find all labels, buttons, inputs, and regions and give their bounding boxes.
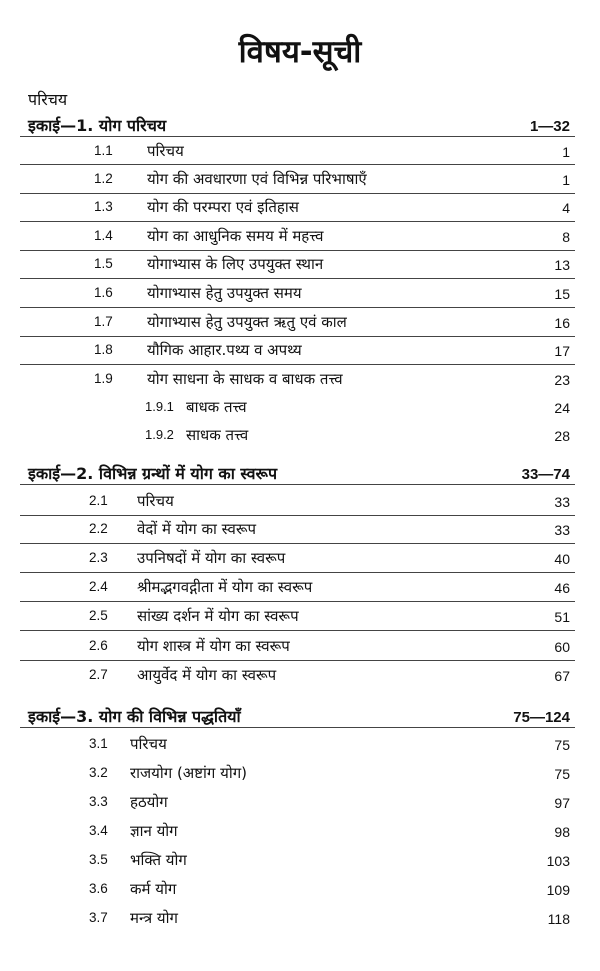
entry-number: 2.3 <box>89 550 108 565</box>
toc-entry <box>0 169 570 193</box>
page-title: विषय-सूची <box>238 34 362 70</box>
entry-title: यौगिक आहार.पथ्य व अपथ्य <box>147 341 302 359</box>
unit-heading <box>28 705 570 727</box>
entry-number: 2.5 <box>89 608 108 623</box>
entry-number: 1.4 <box>94 228 113 243</box>
unit-page-range: 75—124 <box>513 709 570 726</box>
entry-title: योग की परम्परा एवं इतिहास <box>147 198 299 216</box>
entry-divider <box>20 164 575 165</box>
toc-entry <box>0 312 570 336</box>
toc-entry <box>0 850 570 874</box>
entry-page: 1 <box>562 144 570 160</box>
entry-title: योगाभ्यास के लिए उपयुक्त स्थान <box>147 255 324 273</box>
unit-page-range: 33—74 <box>521 466 570 483</box>
entry-number: 1.5 <box>94 256 113 271</box>
entry-title: राजयोग (अष्टांग योग) <box>130 764 248 782</box>
unit-page-range: 1—32 <box>529 118 570 135</box>
entry-title: योगाभ्यास हेतु उपयुक्त ऋतु एवं काल <box>147 313 347 331</box>
entry-title: श्रीमद्भगवद्गीता में योग का स्वरूप <box>137 578 313 596</box>
entry-page: 46 <box>554 580 570 596</box>
entry-number: 3.2 <box>89 765 108 780</box>
entry-number: 1.2 <box>94 171 113 186</box>
entry-title: भक्ति योग <box>130 851 187 869</box>
toc-entry <box>0 665 570 689</box>
entry-number: 2.4 <box>89 579 108 594</box>
entry-title: योग साधना के साधक व बाधक तत्त्व <box>147 370 343 388</box>
entry-page: 51 <box>554 609 570 625</box>
unit-title: इकाई—1. योग परिचय <box>28 116 167 135</box>
entry-page: 1 <box>562 172 570 188</box>
entry-divider <box>20 660 575 661</box>
entry-title: योग शास्त्र में योग का स्वरूप <box>137 637 290 655</box>
entry-title: आयुर्वेद में योग का स्वरूप <box>137 666 277 684</box>
entry-title: साधक तत्त्व <box>186 426 249 444</box>
entry-divider <box>20 193 575 194</box>
toc-entry <box>0 548 570 572</box>
entry-page: 28 <box>554 428 570 444</box>
entry-divider <box>20 515 575 516</box>
entry-page: 15 <box>554 286 570 302</box>
entry-number: 2.7 <box>89 667 108 682</box>
section-divider <box>20 484 575 485</box>
entry-page: 98 <box>554 824 570 840</box>
toc-entry <box>0 254 570 278</box>
entry-number: 3.4 <box>89 823 108 838</box>
entry-divider <box>20 221 575 222</box>
entry-title: हठयोग <box>130 793 168 811</box>
toc-entry <box>0 491 570 515</box>
entry-title: ज्ञान योग <box>130 822 178 840</box>
entry-page: 109 <box>546 882 570 898</box>
entry-number: 1.3 <box>94 199 113 214</box>
entry-number: 1.6 <box>94 285 113 300</box>
toc-entry <box>0 141 570 165</box>
toc-entry <box>0 369 570 393</box>
entry-page: 23 <box>554 372 570 388</box>
toc-entry <box>0 879 570 903</box>
entry-number: 2.1 <box>89 493 108 508</box>
entry-page: 13 <box>554 257 570 273</box>
entry-number: 1.1 <box>94 143 113 158</box>
entry-divider <box>20 364 575 365</box>
entry-title: उपनिषदों में योग का स्वरूप <box>137 549 286 567</box>
toc-entry <box>0 792 570 816</box>
entry-number: 3.5 <box>89 852 108 867</box>
entry-number: 1.7 <box>94 314 113 329</box>
entry-page: 97 <box>554 795 570 811</box>
entry-number: 3.3 <box>89 794 108 809</box>
toc-entry <box>0 636 570 660</box>
unit-title: इकाई—2. विभिन्न ग्रन्थों में योग का स्वरूप <box>28 464 278 483</box>
entry-divider <box>20 336 575 337</box>
entry-divider <box>20 601 575 602</box>
toc-entry <box>0 763 570 787</box>
entry-number: 2.2 <box>89 521 108 536</box>
toc-entry <box>0 821 570 845</box>
entry-title: मन्त्र योग <box>130 909 178 927</box>
entry-number: 3.7 <box>89 910 108 925</box>
entry-title: योग की अवधारणा एवं विभिन्न परिभाषाएँ <box>147 170 367 188</box>
toc-entry <box>0 340 570 364</box>
section-divider <box>20 727 575 728</box>
entry-page: 16 <box>554 315 570 331</box>
toc-entry <box>0 577 570 601</box>
entry-divider <box>20 307 575 308</box>
unit-heading <box>28 114 570 136</box>
entry-number: 1.9.1 <box>145 399 174 414</box>
toc-subentry <box>0 397 570 421</box>
toc-entry <box>0 908 570 932</box>
entry-title: परिचय <box>130 735 167 753</box>
entry-title: परिचय <box>147 142 184 160</box>
entry-number: 1.8 <box>94 342 113 357</box>
entry-title: योग का आधुनिक समय में महत्त्व <box>147 227 324 245</box>
entry-divider <box>20 543 575 544</box>
entry-divider <box>20 630 575 631</box>
entry-page: 67 <box>554 668 570 684</box>
entry-title: कर्म योग <box>130 880 177 898</box>
entry-number: 2.6 <box>89 638 108 653</box>
entry-page: 17 <box>554 343 570 359</box>
entry-page: 8 <box>562 229 570 245</box>
toc-entry <box>0 519 570 543</box>
entry-page: 4 <box>562 200 570 216</box>
entry-page: 24 <box>554 400 570 416</box>
entry-title: परिचय <box>137 492 174 510</box>
intro-heading: परिचय <box>28 90 68 109</box>
entry-title: योगाभ्यास हेतु उपयुक्त समय <box>147 284 302 302</box>
unit-title: इकाई—3. योग की विभिन्न पद्धतियाँ <box>28 707 241 726</box>
toc-entry <box>0 606 570 630</box>
entry-page: 33 <box>554 494 570 510</box>
entry-page: 103 <box>546 853 570 869</box>
section-divider <box>20 136 575 137</box>
entry-number: 1.9.2 <box>145 427 174 442</box>
entry-page: 118 <box>547 911 570 927</box>
toc-entry <box>0 283 570 307</box>
entry-page: 60 <box>554 639 570 655</box>
entry-number: 1.9 <box>94 371 113 386</box>
entry-divider <box>20 572 575 573</box>
entry-divider <box>20 250 575 251</box>
toc-entry <box>0 197 570 221</box>
entry-number: 3.6 <box>89 881 108 896</box>
toc-entry <box>0 734 570 758</box>
entry-page: 75 <box>554 737 570 753</box>
entry-number: 3.1 <box>89 736 108 751</box>
toc-subentry <box>0 425 570 449</box>
entry-title: बाधक तत्त्व <box>186 398 247 416</box>
entry-page: 40 <box>554 551 570 567</box>
entry-divider <box>20 278 575 279</box>
unit-heading <box>28 462 570 484</box>
entry-page: 75 <box>554 766 570 782</box>
toc-entry <box>0 226 570 250</box>
entry-title: वेदों में योग का स्वरूप <box>137 520 257 538</box>
entry-title: सांख्य दर्शन में योग का स्वरूप <box>137 607 299 625</box>
entry-page: 33 <box>554 522 570 538</box>
